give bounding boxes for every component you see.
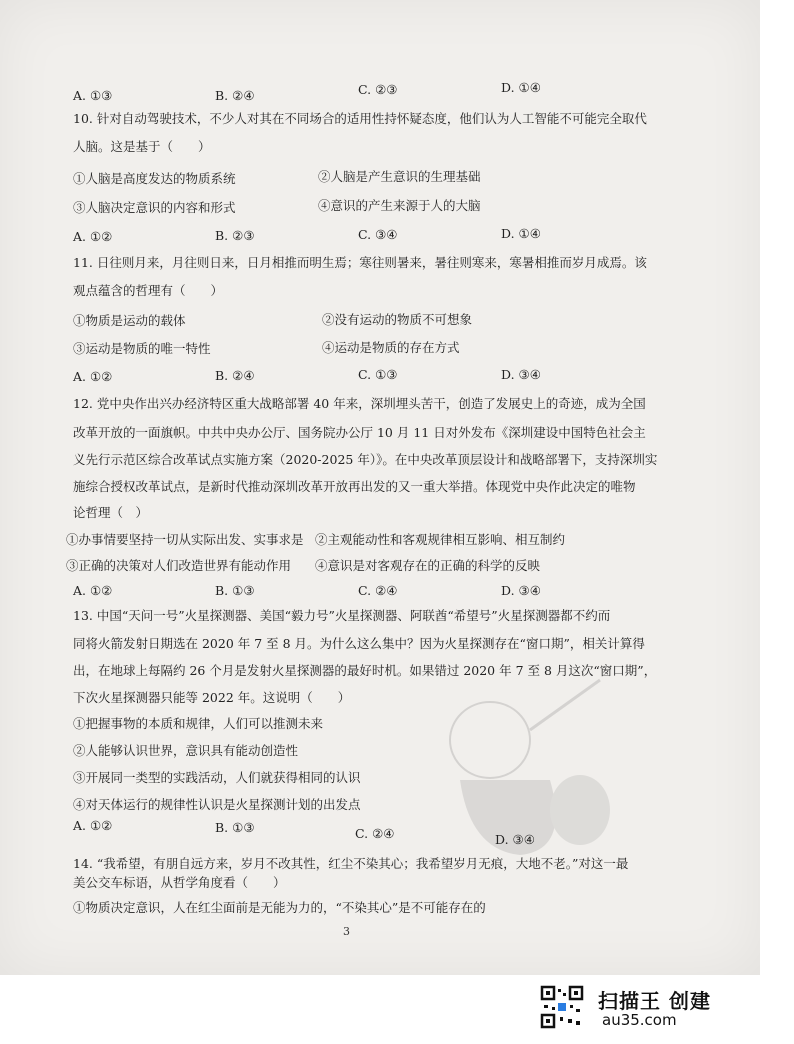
q13-option-2: ②人能够认识世界，意识具有能动创造性: [73, 743, 299, 758]
q9-option-a: A. ①③: [73, 88, 113, 103]
q12-option-1: ①办事情要坚持一切从实际出发、实事求是: [66, 532, 304, 547]
scanner-watermark: [540, 985, 740, 1035]
q11-choice-a: A. ①②: [73, 369, 113, 384]
q11-choice-c: C. ①③: [358, 367, 398, 382]
q13-stem-line-3: 出，在地球上每隔约 26 个月是发射火星探测器的最好时机。如果错过 2020 年 7 至 8 月这次“窗口期”，: [73, 663, 657, 678]
q10-choice-b: B. ②③: [215, 228, 255, 243]
q10-stem-line-2: 人脑。这是基于（ ）: [73, 139, 211, 154]
q13-choice-d: D. ③④: [495, 832, 535, 847]
q13-choice-a: A. ①②: [73, 818, 113, 833]
q11-option-4: ④运动是物质的存在方式: [322, 340, 460, 355]
watermark-url: au35.com: [602, 1011, 677, 1029]
q12-option-3: ③正确的决策对人们改造世界有能动作用: [66, 558, 292, 573]
q12-choice-a: A. ①②: [73, 583, 113, 598]
q12-choice-d: D. ③④: [501, 583, 541, 598]
q12-stem-line-3: 义先行示范区综合改革试点实施方案（2020-2025 年）》。在中央改革顶层设计和战略部署下，支持深圳实: [73, 452, 658, 467]
q14-stem-line-2: 美公交车标语，从哲学角度看（ ）: [73, 875, 286, 890]
q10-option-1: ①人脑是高度发达的物质系统: [73, 171, 236, 186]
q11-option-3: ③运动是物质的唯一特性: [73, 341, 211, 356]
q10-choice-d: D. ①④: [501, 226, 541, 241]
q11-option-2: ②没有运动的物质不可想象: [322, 312, 473, 327]
watermark-title: 扫描王 创建: [598, 989, 711, 1013]
q10-option-3: ③人脑决定意识的内容和形式: [73, 200, 236, 215]
q9-option-d: D. ①④: [501, 80, 541, 95]
q10-choice-a: A. ①②: [73, 229, 113, 244]
q9-option-b: B. ②④: [215, 88, 255, 103]
q13-option-3: ③开展同一类型的实践活动，人们就获得相同的认识: [73, 770, 361, 785]
q13-stem-line-1: 13. 中国“天问一号”火星探测器、美国“毅力号”火星探测器、阿联酋“希望号”火星探测器都不约而: [73, 608, 611, 623]
q13-option-4: ④对天体运行的规律性认识是火星探测计划的出发点: [73, 797, 361, 812]
q13-option-1: ①把握事物的本质和规律，人们可以推测未来: [73, 716, 324, 731]
q12-option-2: ②主观能动性和客观规律相互影响、相互制约: [315, 532, 566, 547]
q10-stem-line-1: 10. 针对自动驾驶技术，不少人对其在不同场合的适用性持怀疑态度，他们认为人工智能不可能完全取代: [73, 111, 647, 126]
q11-option-1: ①物质是运动的载体: [73, 313, 186, 328]
q12-choice-b: B. ①③: [215, 583, 255, 598]
q13-stem-line-2: 同将火箭发射日期选在 2020 年 7 至 8 月。为什么这么集中？因为火星探测存在“窗口期”，相关计算得: [73, 636, 645, 651]
q12-stem-line-1: 12. 党中央作出兴办经济特区重大战略部署 40 年来，深圳埋头苦干，创造了发展史上的奇迹，成为全国: [73, 396, 646, 411]
q10-option-4: ④意识的产生来源于人的大脑: [318, 198, 481, 213]
q12-stem-line-4: 施综合授权改革试点，是新时代推动深圳改革开放再出发的又一重大举措。体现党中央作此决定的唯物: [73, 479, 636, 494]
q12-option-4: ④意识是对客观存在的正确的科学的反映: [315, 558, 541, 573]
q11-choice-b: B. ②④: [215, 368, 255, 383]
q10-option-2: ②人脑是产生意识的生理基础: [318, 169, 481, 184]
q13-stem-line-4: 下次火星探测器只能等 2022 年。这说明（ ）: [73, 690, 351, 705]
q9-option-c: C. ②③: [358, 82, 398, 97]
q11-choice-d: D. ③④: [501, 367, 541, 382]
page-number: 3: [343, 925, 350, 938]
q12-choice-c: C. ②④: [358, 583, 398, 598]
q13-choice-b: B. ①③: [215, 820, 255, 835]
q10-choice-c: C. ③④: [358, 227, 398, 242]
q12-stem-line-5: 论哲理（ ）: [73, 505, 149, 520]
q14-stem-line-1: 14. “我希望，有朋自远方来，岁月不改其性，红尘不染其心；我希望岁月无痕，大地不老。”对这一最: [73, 856, 629, 871]
q14-option-1: ①物质决定意识，人在红尘面前是无能为力的，“不染其心”是不可能存在的: [73, 900, 486, 915]
q11-stem-line-2: 观点蕴含的哲理有（ ）: [73, 283, 224, 298]
q13-choice-c: C. ②④: [355, 826, 395, 841]
qr-code-icon: [540, 985, 584, 1029]
q11-stem-line-1: 11. 日往则月来，月往则日来，日月相推而明生焉；寒往则暑来，暑往则寒来，寒暑相推而岁月成焉。该: [73, 255, 647, 270]
q12-stem-line-2: 改革开放的一面旗帜。中共中央办公厅、国务院办公厅 10 月 11 日对外发布《深圳建设中国特色社会主: [73, 425, 646, 440]
